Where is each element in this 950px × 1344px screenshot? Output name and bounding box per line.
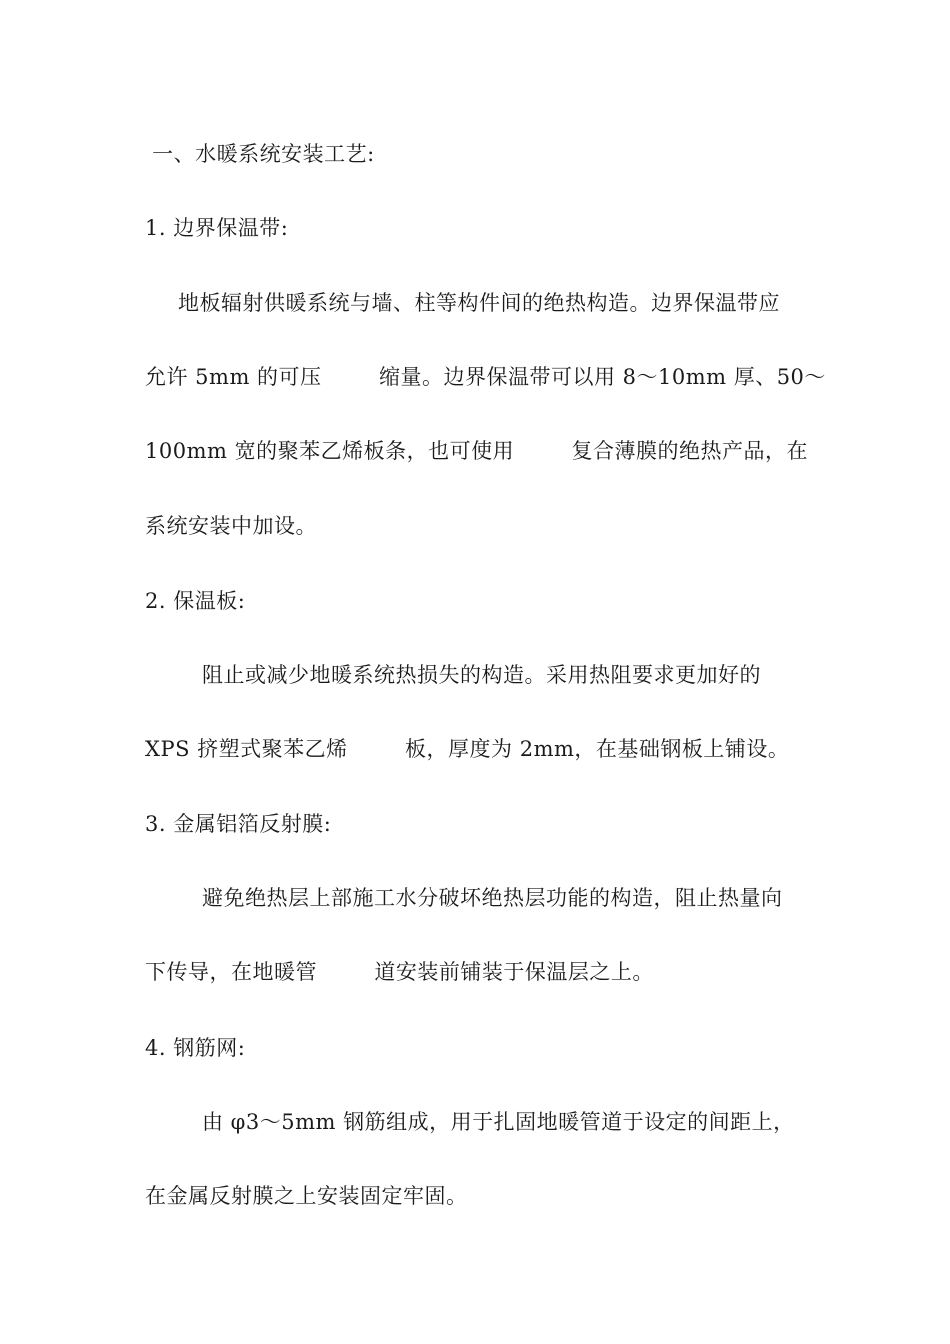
section-1-line-2: 允许 5mm 的可压 缩量。边界保温带可以用 8～10mm 厚、50～ [145,365,826,389]
section-4-line-1: 由 φ3～5mm 钢筋组成，用于扎固地暖管道于设定的间距上， [202,1110,795,1134]
section-3-line-1: 避免绝热层上部施工水分破坏绝热层功能的构造，阻止热量向 [202,886,783,910]
section-1-title: 1. 边界保温带: [145,216,289,240]
section-4-title: 4. 钢筋网: [145,1036,246,1060]
section-1-line-3: 100mm 宽的聚苯乙烯板条，也可使用 复合薄膜的绝热产品，在 [145,439,808,463]
section-3-line-2: 下传导，在地暖管 道安装前铺装于保温层之上。 [145,960,654,984]
section-1-line-4: 系统安装中加设。 [145,514,317,538]
section-4-line-2: 在金属反射膜之上安装固定牢固。 [145,1184,468,1208]
section-2-line-2: XPS 挤塑式聚苯乙烯 板，厚度为 2mm，在基础钢板上铺设。 [145,737,790,761]
section-3-title: 3. 金属铝箔反射膜: [145,812,332,836]
section-2-title: 2. 保温板: [145,589,246,613]
document-heading: 一、水暖系统安装工艺: [145,142,375,166]
section-1-line-1: 地板辐射供暖系统与墙、柱等构件间的绝热构造。边界保温带应 [178,291,780,315]
section-2-line-1: 阻止或减少地暖系统热损失的构造。采用热阻要求更加好的 [202,663,761,687]
